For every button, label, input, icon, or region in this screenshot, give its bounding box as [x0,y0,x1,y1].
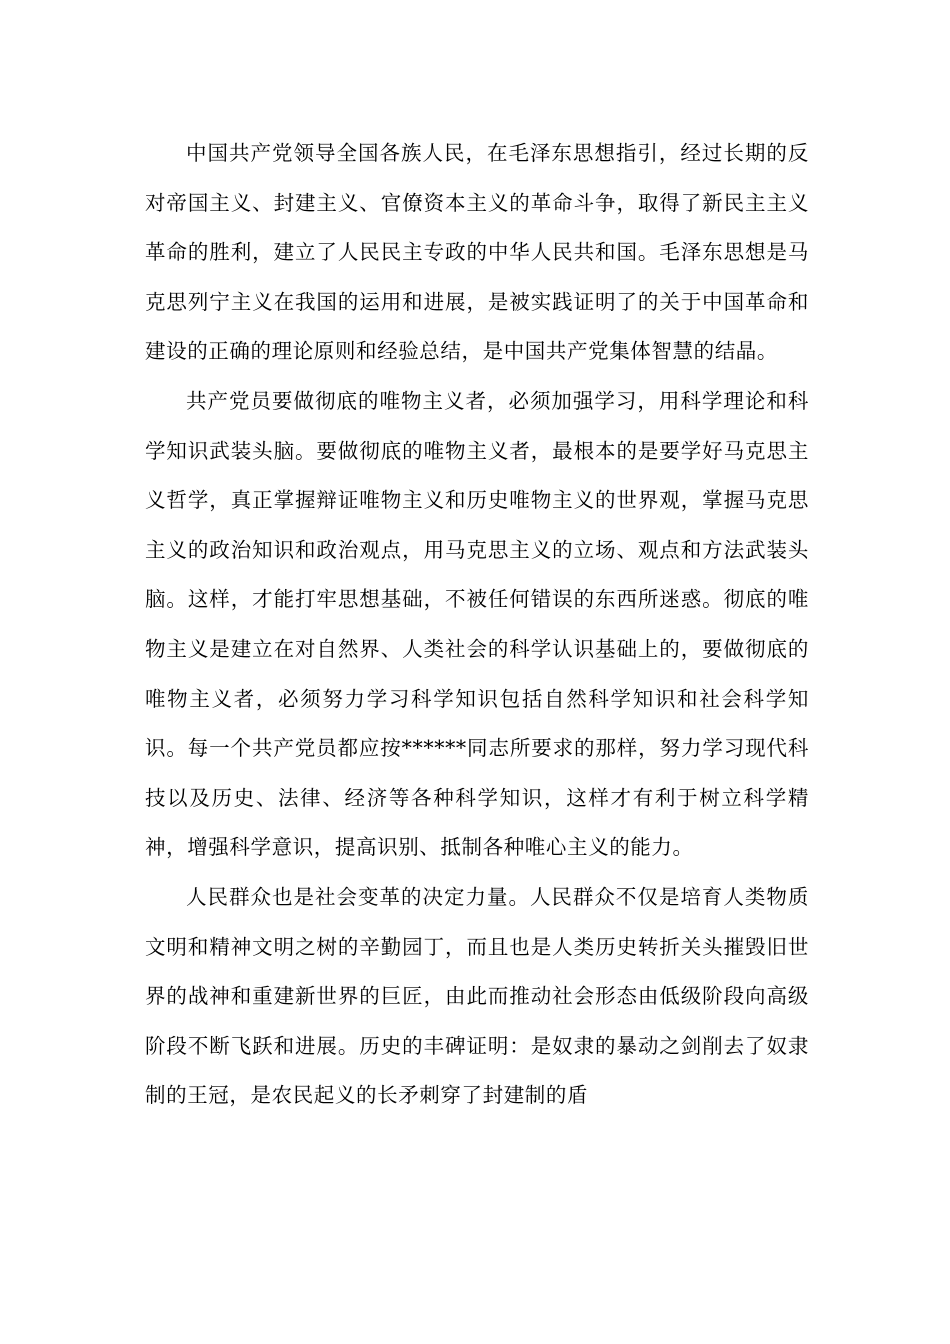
paragraph-3: 人民群众也是社会变革的决定力量。人民群众不仅是培育人类物质文明和精神文明之树的辛勤园丁，而且也是人类历史转折关头摧毁旧世界的战神和重建新世界的巨匠，由此而推动社会形态由低级阶段向高级阶段不断飞跃和进展。历史的丰碑证明：是奴隶的暴动之剑削去了奴隶制的王冠，是农民起义的长矛刺穿了封建制的盾 [145,884,809,1108]
paragraph-2: 共产党员要做彻底的唯物主义者，必须加强学习，用科学理论和科学知识武装头脑。要做彻底的唯物主义者，最根本的是要学好马克思主义哲学，真正掌握辩证唯物主义和历史唯物主义的世界观，掌握马克思主义的政治知识和政治观点，用马克思主义的立场、观点和方法武装头脑。这样，才能打牢思想基础，不被任何错误的东西所迷惑。彻底的唯物主义是建立在对自然界、人类社会的科学认识基础上的，要做彻底的唯物主义者，必须努力学习科学知识包括自然科学知识和社会科学知识。每一个共产党员都应按******同志所要求的那样，努力学习现代科技以及历史、法律、经济等各种科学知识，这样才有利于树立科学精神，增强科学意识，提高识别、抵制各种唯心主义的能力。 [145,388,809,860]
document-body [145,129,809,1121]
paragraph-1: 中国共产党领导全国各族人民，在毛泽东思想指引，经过长期的反对帝国主义、封建主义、官僚资本主义的革命斗争，取得了新民主主义革命的胜利，建立了人民民主专政的中华人民共和国。毛泽东思想是马克思列宁主义在我国的运用和进展，是被实践证明了的关于中国革命和建设的正确的理论原则和经验总结，是中国共产党集体智慧的结晶。 [145,141,809,364]
